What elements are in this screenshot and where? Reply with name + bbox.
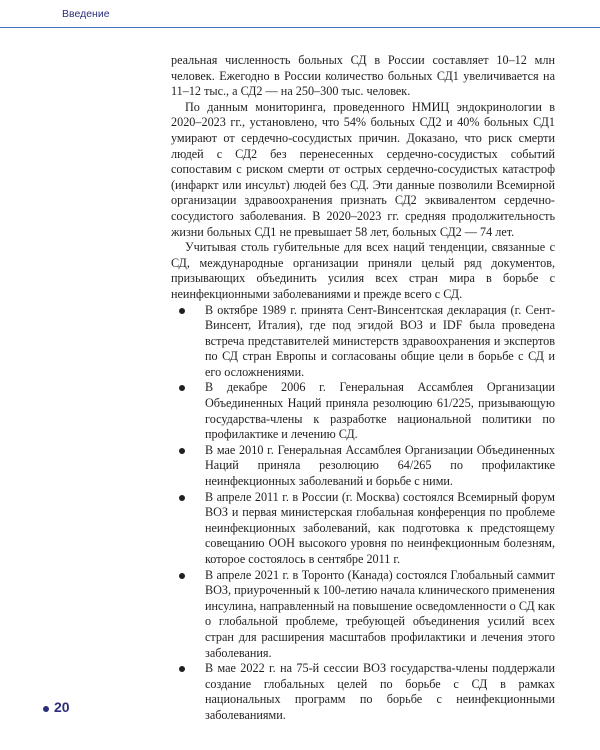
- list-item-text: В мае 2022 г. на 75-й сессии ВОЗ государства-члены поддержали создание глобальных целей по борьбе с СД в рамках национальных программ по борьбе с неинфекционными заболеваниями.: [205, 661, 555, 722]
- bullet-icon: [179, 495, 185, 501]
- bullet-icon: [179, 385, 185, 391]
- bullet-icon: [179, 308, 185, 314]
- running-header: Введение: [62, 8, 110, 20]
- list-item-text: В апреле 2011 г. в России (г. Москва) состоялся Всемирный форум ВОЗ и первая министерская глобальная конференция по проблеме неинфекционных заболеваний, как подготовка к предстоящему совещанию ООН высокого уровня по неинфекционным болезням, которое состоялось в сентябре 2011 г.: [205, 489, 555, 566]
- page-body: [171, 53, 555, 724]
- list-item: [171, 380, 555, 442]
- list-item: [171, 661, 555, 723]
- page-marker-icon: [43, 706, 49, 712]
- paragraph: Учитывая столь губительные для всех наций тенденции, связанные с СД, международные организации приняли целый ряд документов, призывающих объединить усилия всех стран мира в борьбе с неинфекционными заболеваниями и прежде всего с СД.: [171, 240, 555, 301]
- bullet-icon: [179, 448, 185, 454]
- list-item: [171, 303, 555, 381]
- list-item-text: В декабре 2006 г. Генеральная Ассамблея Организации Объединенных Наций приняла резолюцию 61/225, призывающую государства-члены к разработке национальной политики по профилактике и лечению СД.: [205, 380, 555, 442]
- list-item-text: В мае 2010 г. Генеральная Ассамблея Организации Объединенных Наций приняла резолюцию 64/265 по профилактике неинфекционных заболеваний и борьбе с ними.: [205, 442, 555, 489]
- bullet-icon: [179, 666, 185, 672]
- list-item-text: В апреле 2021 г. в Торонто (Канада) состоялся Глобальный саммит ВОЗ, приуроченный к 100-летию начала клинического применения инсулина, направленный на повышение осведомленности о СД как о глобальной проблеме, требующей объединения усилий всех стран для расширения масштабов профилактики и лечения этого заболевания.: [205, 567, 555, 660]
- bullet-icon: [179, 573, 185, 579]
- page-number: 20: [54, 699, 70, 715]
- list-item: [171, 490, 555, 568]
- paragraph: По данным мониторинга, проведенного НМИЦ эндокринологии в 2020–2023 гг., установлено, что 54% больных СД2 и 40% больных СД1 умирают от сердечно-сосудистых причин. Доказано, что риск смерти людей с СД2 без перенесенных сердечно-сосудистых событий сопоставим с риском смерти от острых сердечно-сосудистых катастроф (инфаркт или инсульт) людей без СД. Эти данные позволили Всемирной организации здравоохранения признать СД2 эквивалентом сердечно-сосудистого заболевания. В 2020–2023 гг. средняя продолжительность жизни больных СД1 не превышает 58 лет, больных СД2 — 74 лет.: [171, 99, 555, 239]
- list-item: [171, 443, 555, 490]
- paragraph: реальная численность больных СД в России составляет 10–12 млн человек. Ежегодно в России количество больных СД1 увеличивается на 11–12 тыс., а СД2 — на 250–300 тыс. человек.: [171, 53, 555, 99]
- list-item-text: В октябре 1989 г. принята Сент-Винсентская декларация (г. Сент-Винсент, Италия), где под эгидой ВОЗ и IDF была проведена встреча представителей министерств здравоохранения и экспертов по СД стран Европы и согласованы общие цели в борьбе с СД и его осложнениями.: [205, 302, 555, 379]
- bullet-list: [171, 303, 555, 724]
- header-divider: [0, 27, 600, 28]
- list-item: [171, 568, 555, 662]
